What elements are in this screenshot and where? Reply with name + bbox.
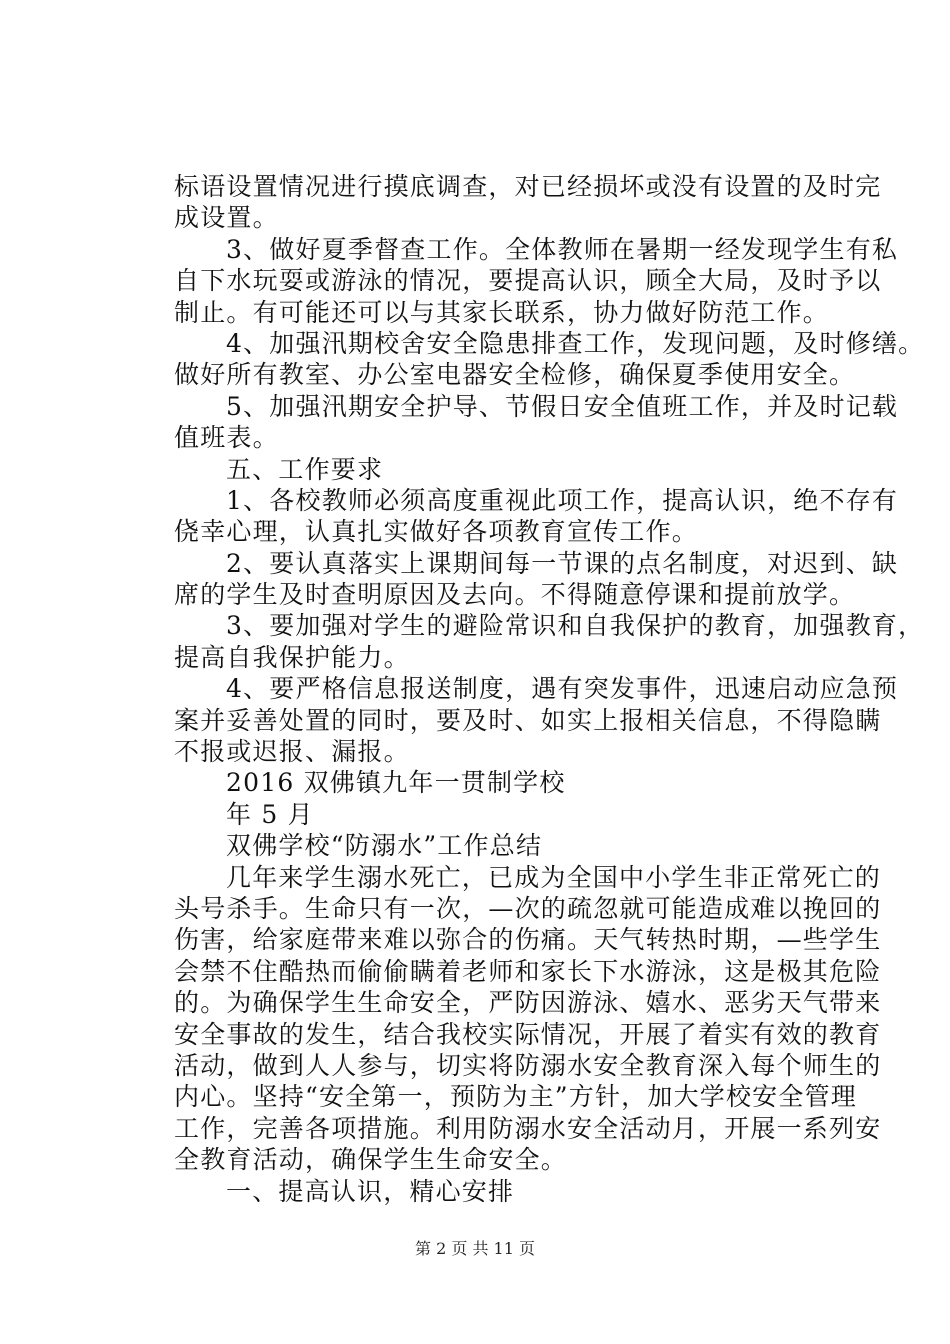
text-line: 安全事故的发生，结合我校实际情况，开展了着实有效的教育 [174,1019,882,1049]
text-line: 4、加强汛期校舍安全隐患排查工作，发现问题，及时修缮。 [226,328,925,358]
text-line: 工作，完善各项措施。利用防溺水安全活动月，开展一系列安 [174,1113,882,1143]
text-line: 的。为确保学生生命安全，严防因游泳、嬉水、恶劣天气带来 [174,988,882,1018]
text-line: 值班表。 [174,423,279,453]
text-line: 制止。有可能还可以与其家长联系，协力做好防范工作。 [174,297,830,327]
text-line: 五、工作要求 [226,454,384,484]
document-body [174,171,925,1207]
text-line: 侥幸心理，认真扎实做好各项教育宣传工作。 [174,517,699,547]
page-footer: 第 2 页 共 11 页 [415,1239,535,1258]
text-line: 3、做好夏季督查工作。全体教师在暑期一经发现学生有私 [226,234,899,264]
text-line: 伤害，给家庭带来难以弥合的伤痛。天气转热时期，—些学生 [174,925,882,955]
text-line: 案并妥善处置的同时，要及时、如实上报相关信息，不得隐瞒 [174,705,882,735]
text-line: 席的学生及时查明原因及去向。不得随意停课和提前放学。 [174,580,856,610]
text-line: 2016 双佛镇九年一贯制学校 [226,768,566,798]
text-line: 几年来学生溺水死亡，已成为全国中小学生非正常死亡的 [226,862,882,892]
text-line: 年 5 月 [226,799,314,829]
text-line: 4、要严格信息报送制度，遇有突发事件，迅速启动应急预 [226,674,899,704]
text-line: 提高自我保护能力。 [174,642,410,672]
text-line: 双佛学校“防溺水”工作总结 [226,831,543,861]
text-line: 一、提高认识，精心安排 [226,1176,515,1206]
text-line: 会禁不住酷热而偷偷瞒着老师和家长下水游泳，这是极其危险 [174,956,882,986]
text-line: 自下水玩耍或游泳的情况，要提高认识，顾全大局，及时予以 [174,266,882,296]
text-line: 1、各校教师必须高度重视此项工作，提高认识，绝不存有 [226,485,899,515]
text-line: 2、要认真落实上课期间每一节课的点名制度，对迟到、缺 [226,548,899,578]
text-line: 3、要加强对学生的避险常识和自我保护的教育，加强教育， [226,611,925,641]
text-line: 5、加强汛期安全护导、节假日安全值班工作，并及时记载 [226,391,899,421]
text-line: 内心。坚持“安全第一，预防为主”方针，加大学校安全管理 [174,1082,857,1112]
text-line: 标语设置情况进行摸底调查，对已经损坏或没有设置的及时完 [174,172,882,201]
text-line: 成设置。 [174,203,279,233]
text-line: 全教育活动，确保学生生命安全。 [174,1145,568,1175]
text-line: 不报或迟报、漏报。 [174,737,410,767]
text-line: 做好所有教室、办公室电器安全检修，确保夏季使用安全。 [174,360,856,390]
text-line: 头号杀手。生命只有一次，—次的疏忽就可能造成难以挽回的 [174,893,882,923]
text-line: 活动，做到人人参与，切实将防溺水安全教育深入每个师生的 [174,1050,882,1080]
